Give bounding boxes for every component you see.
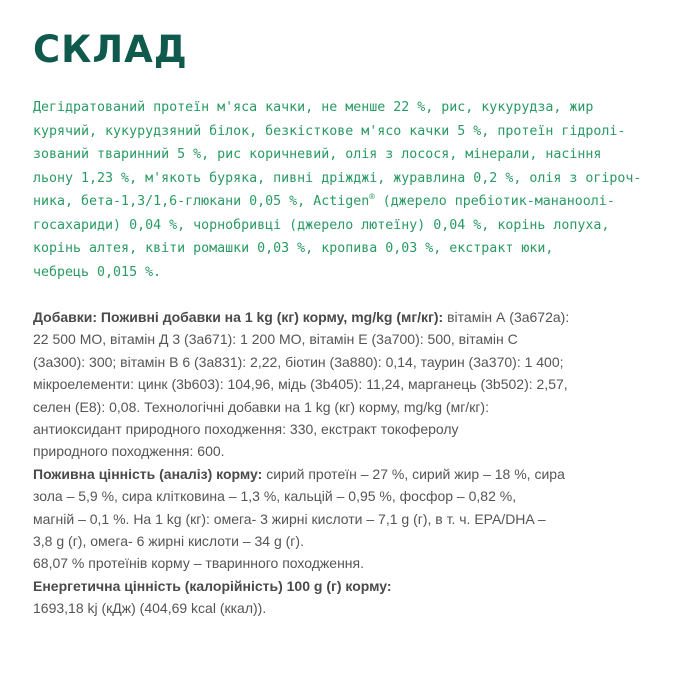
energy-heading: Енергетична цінність (калорійність) 100 g (г) корму: <box>33 577 392 594</box>
nutrition-line: магній – 0,1 %. На 1 kg (кг): омега- 3 жирні кислоти – 7,1 g (г), в т. ч. EPA/DHA – <box>33 510 546 527</box>
ingredients-line: курячий, кукурудзяний білок, безкісткове м'ясо качки 5 %, протеїн гідролі- <box>33 123 626 139</box>
ingredients-paragraph <box>33 96 673 284</box>
nutrition-line: 68,07 % протеїнів корму – тваринного походження. <box>33 555 365 572</box>
additives-line: 22 500 МО, вітамін Д 3 (3а671): 1 200 МО, вітамін Е (3а700): 500, вітамін С <box>33 331 518 348</box>
ingredients-line: (джерело пребіотик-мананоолі- <box>374 194 615 209</box>
nutrition-line: зола – 5,9 %, сира клітковина – 1,3 %, кальцій – 0,95 %, фосфор – 0,82 %, <box>33 488 517 505</box>
ingredients-line: льону 1,23 %, м'якоть буряка, пивні дріжджі, журавлина 0,2 %, олія з огіроч- <box>33 170 642 186</box>
ingredients-line: чебрець 0,015 %. <box>33 264 162 280</box>
additives-nutrition-section <box>33 306 683 620</box>
additives-line: антиоксидант природного походження: 330, екстракт токоферолу <box>33 421 459 438</box>
nutrition-line: 3,8 g (г), омега- 6 жирні кислоти – 34 g (г). <box>33 533 304 550</box>
additives-heading: Добавки: Поживні добавки на 1 kg (кг) корму, mg/kg (мг/кг): <box>33 309 444 325</box>
additives-line: (3а300): 300; вітамін В 6 (3а831): 2,22, біотин (3а880): 0,14, таурин (3а370): 1 400; <box>33 353 564 370</box>
ingredients-line: ника, бета-1,3/1,6-глюкани 0,05 %, Actigen <box>33 194 370 209</box>
nutrition-line: сирий протеїн – 27 %, сирий жир – 18 %, сира <box>262 465 565 482</box>
registered-trademark-mark: ® <box>369 192 375 203</box>
ingredients-line: корінь алтея, квіти ромашки 0,03 %, кропива 0,03 %, екстракт юки, <box>33 241 554 256</box>
page-title: СКЛАД <box>33 28 188 71</box>
ingredients-line: Дегідратований протеїн м'яса качки, не менше 22 %, рис, кукурудза, жир <box>33 100 594 115</box>
additives-line: мікроелементи: цинк (3b603): 104,96, мідь (3b405): 11,24, марганець (3b502): 2,57, <box>33 376 568 393</box>
additives-line: вітамін А (3а672а): <box>443 309 570 325</box>
ingredients-line: госахариди) 0,04 %, чорнобривці (джерело лютеїну) 0,04 %, корінь лопуха, <box>33 217 610 233</box>
nutrition-heading: Поживна цінність (аналіз) корму: <box>33 465 263 482</box>
additives-line: селен (Е8): 0,08. Технологічні добавки на 1 kg (кг) корму, mg/kg (мг/кг): <box>33 398 489 415</box>
ingredients-line: зований тваринний 5 %, рис коричневий, олія з лосося, мінерали, насіння <box>33 147 602 162</box>
energy-value: 1693,18 kj (кДж) (404,69 kcal (ккал)). <box>33 600 267 617</box>
additives-line: природного походження: 600. <box>33 443 225 460</box>
